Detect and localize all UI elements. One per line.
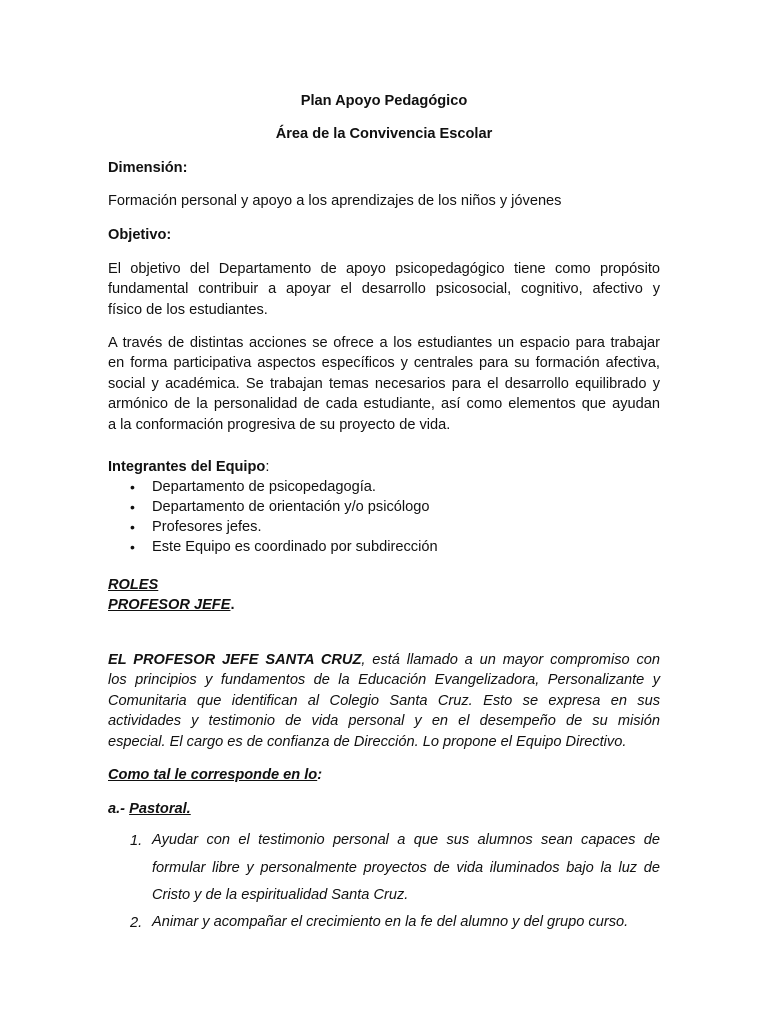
profesor-jefe-line: actividades y testimonio de vida personal y en el desempeño de su misión [108, 713, 660, 730]
document-subtitle: Área de la Convivencia Escolar [275, 126, 493, 142]
bullet-icon: • [130, 539, 135, 555]
dimension-label: Dimensión: [108, 160, 188, 176]
pastoral-item-line: Animar y acompañar el crecimiento en la fe del alumno y del grupo curso. [152, 914, 629, 930]
bullet-icon: • [130, 519, 135, 535]
profesor-jefe-line-rest: , está llamado a un mayor compromiso con [361, 652, 661, 668]
roles-subheading-row [108, 596, 235, 614]
team-label: Integrantes del Equipo [108, 459, 266, 475]
corresponde-heading [108, 766, 322, 784]
bullet-icon: • [130, 499, 135, 515]
roles-subheading: PROFESOR JEFE [108, 597, 231, 613]
pastoral-item-number: 1. [130, 833, 143, 849]
roles-subheading-suffix: . [230, 597, 235, 613]
actions-line: en forma participativa aspectos específicos y centrales para su formación afectiva, [108, 355, 660, 372]
bullet-icon: • [130, 479, 135, 495]
team-item: Departamento de psicopedagogía. [152, 479, 376, 495]
pastoral-heading [108, 800, 191, 818]
corresponde-colon: : [317, 767, 323, 783]
team-item: Departamento de orientación y/o psicólogo [152, 499, 430, 515]
team-colon: : [265, 459, 270, 475]
profesor-jefe-lead: EL PROFESOR JEFE SANTA CRUZ [108, 652, 362, 668]
profesor-jefe-line: Comunitaria que identifican al Colegio Santa Cruz. Esto se expresa en sus [108, 692, 660, 709]
pastoral-prefix: a.- [108, 801, 130, 817]
actions-line: a la conformación progresiva de su proyecto de vida. [108, 416, 451, 433]
objective-label: Objetivo: [108, 227, 172, 243]
profesor-jefe-line: especial. El cargo es de confianza de Dirección. Lo propone el Equipo Directivo. [108, 733, 627, 750]
profesor-jefe-paragraph [108, 650, 660, 752]
team-item: Profesores jefes. [152, 519, 262, 535]
roles-heading: ROLES [108, 577, 159, 593]
pastoral-item-line: formular libre y personalmente proyectos de vida iluminados bajo la luz de [152, 859, 660, 876]
pastoral-label: Pastoral. [129, 801, 191, 817]
actions-line: armónico de la personalidad de cada estudiante, así como elementos que ayudan [108, 396, 660, 413]
objective-paragraph [108, 259, 660, 320]
profesor-jefe-line [108, 650, 660, 670]
actions-paragraph [108, 333, 660, 435]
actions-line: social y académica. Se trabajan temas necesarios para el desarrollo equilibrado y [108, 375, 660, 392]
pastoral-item-line: Cristo y de la espiritualidad Santa Cruz. [152, 887, 409, 903]
corresponde-label: Como tal le corresponde en lo [108, 767, 318, 783]
actions-line: A través de distintas acciones se ofrece a los estudiantes un espacio para trabajar [108, 335, 660, 351]
pastoral-item [152, 909, 660, 937]
objective-line: físico de los estudiantes. [108, 301, 268, 318]
dimension-text: Formación personal y apoyo a los aprendizajes de los niños y jóvenes [108, 193, 562, 209]
document-title: Plan Apoyo Pedagógico [300, 93, 468, 109]
pastoral-item [152, 827, 660, 910]
objective-line: El objetivo del Departamento de apoyo psicopedagógico tiene como propósito [108, 261, 660, 277]
objective-line: fundamental contribuir a apoyar el desarrollo psicosocial, cognitivo, afectivo y [108, 281, 660, 298]
team-heading [108, 458, 269, 476]
profesor-jefe-line: los principios y fundamentos de la Educación Evangelizadora, Personalizante y [108, 672, 660, 689]
team-item: Este Equipo es coordinado por subdirección [152, 539, 438, 555]
pastoral-item-number: 2. [130, 915, 143, 931]
pastoral-item-line: Ayudar con el testimonio personal a que sus alumnos sean capaces de [152, 832, 660, 848]
